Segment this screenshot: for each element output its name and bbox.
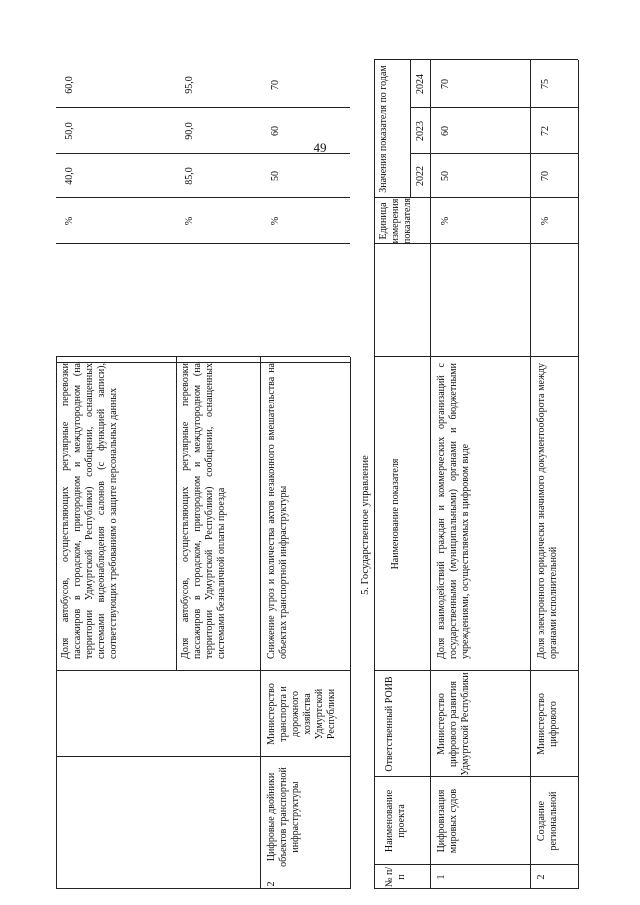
unit-cell: %: [270, 216, 281, 226]
value-2024-cell: 75: [540, 79, 551, 89]
value-2022-cell: 70: [540, 171, 551, 181]
header-year-2023: 2023: [415, 121, 426, 141]
project-name-cell: Цифровые двойники объектов транспортной инфраструктуры: [266, 767, 301, 867]
unit-cell: %: [540, 216, 551, 226]
unit-cell: %: [64, 216, 75, 226]
indicator-cell: Доля автобусов, осуществляющих регулярные перевозки пассажиров в городском, пригородном и междугородном (на территории Удмуртской Республики) сообщении, оснащенных системами безналичной оплаты проезда: [180, 363, 227, 659]
roiv-cell: Министерство транспорта и дорожного хозяйства Удмуртской Республики: [266, 683, 337, 745]
value-2023-cell: 50,0: [64, 122, 75, 140]
value-2022-cell: 40,0: [64, 167, 75, 185]
header-indicator: Наименование показателя: [390, 458, 401, 570]
row-number: 1: [436, 874, 447, 880]
indicator-cell: Доля электронного юридически значимого документооборота между органами исполнительной: [536, 363, 559, 659]
value-2024-cell: 70: [270, 80, 281, 90]
value-2023-cell: 60: [440, 126, 451, 136]
value-2023-cell: 72: [540, 126, 551, 136]
header-unit: Единица измерения показателя: [378, 197, 413, 244]
value-2023-cell: 60: [270, 126, 281, 136]
header-project: Наименование проекта: [384, 789, 407, 853]
header-roiv: Ответственный РОИВ: [384, 676, 395, 772]
roiv-cell: Министерство цифрового развития Удмуртской Республики: [436, 672, 471, 776]
section-title: 5. Государственное управление: [360, 455, 371, 595]
value-2023-cell: 90,0: [184, 122, 195, 140]
project-name-cell: Цифровизация мировых судов: [436, 788, 459, 854]
indicator-cell: Доля взаимодействий граждан и коммерческих организаций с государственными (муниципальными) органами и бюджетными учреждениями, осуществляемых в цифровом виде: [436, 363, 471, 659]
project-name-cell: Создание региональной: [536, 791, 559, 851]
row-number: 2: [536, 874, 547, 880]
row-number: 2: [266, 881, 277, 887]
header-values: Значения показателя по годам: [378, 65, 389, 193]
unit-cell: %: [440, 216, 451, 226]
value-2024-cell: 95,0: [184, 76, 195, 94]
page-number: 49: [313, 140, 327, 155]
header-num: № п/п: [384, 866, 407, 888]
roiv-cell: Министерство цифрового: [536, 693, 559, 755]
header-year-2022: 2022: [415, 166, 426, 186]
header-year-2024: 2024: [415, 74, 426, 94]
indicator-cell: Снижение угроз и количества актов незаконного вмешательства на объектах транспортной инфраструктуры: [266, 363, 289, 659]
value-2024-cell: 60,0: [64, 76, 75, 94]
value-2022-cell: 50: [270, 171, 281, 181]
value-2022-cell: 85,0: [184, 167, 195, 185]
indicator-cell: Доля автобусов, осуществляющих регулярные перевозки пассажиров в городском, пригородном и междугородном (на территории Удмуртской Республики) сообщении, оснащенных системами видеонаблюдения салонов (с функцией записи), соответствующих требованиям о защите персональных данных: [60, 363, 119, 659]
value-2022-cell: 50: [440, 171, 451, 181]
value-2024-cell: 70: [440, 79, 451, 89]
unit-cell: %: [184, 216, 195, 226]
